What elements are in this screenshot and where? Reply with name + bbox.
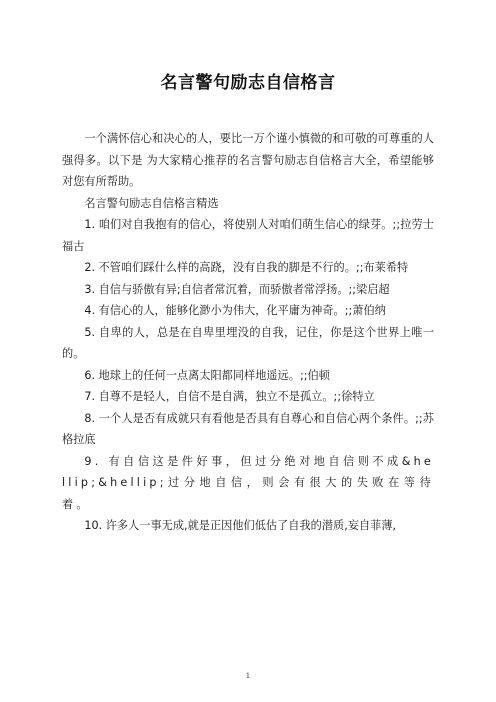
quote-item-8: 8. 一个人是否有成就只有看他是否具有自尊心和自信心两个条件。;;苏格拉底 bbox=[62, 411, 434, 446]
section-heading: 名言警句励志自信格言精选 bbox=[84, 196, 219, 210]
quote-item-4: 4. 有信心的人，能够化渺小为伟大，化平庸为神奇。;;萧伯纳 bbox=[84, 304, 386, 317]
quote-item-2: 2. 不管咱们踩什么样的高跷，没有自我的脚是不行的。;;布莱希特 bbox=[84, 261, 409, 274]
quote-item-5: 5. 自卑的人，总是在自卑里埋没的自我，记住，你是这个世界上唯一的。 bbox=[62, 325, 434, 360]
document-title: 名言警句励志自信格言 bbox=[160, 73, 336, 93]
quote-item-6: 6. 地球上的任何一点离太阳都同样地遥远。;;伯顿 bbox=[84, 368, 330, 382]
document-body bbox=[62, 128, 434, 537]
quote-item-3: 3. 自信与骄傲有异;自信者常沉着，而骄傲者常浮扬。;;梁启超 bbox=[84, 282, 390, 296]
intro-paragraph: 一个满怀信心和决心的人，要比一万个谨小慎微的和可敬的可尊重的人强得多。以下是 为大家精心推荐的名言警句励志自信格言大全，希望能够对您有所帮助。 bbox=[62, 132, 434, 188]
quote-item-10: 10. 许多人一事无成,就是正因他们低估了自我的潜质,妄自菲薄, bbox=[84, 519, 397, 532]
quote-item-1: 1. 咱们对自我抱有的信心，将使别人对咱们萌生信心的绿芽。;;拉劳士福古 bbox=[62, 218, 434, 253]
page-number: 1 bbox=[245, 672, 251, 680]
quote-item-7: 7. 自尊不是轻人，自信不是自满，独立不是孤立。;;徐特立 bbox=[84, 390, 375, 403]
quote-item-9: 9. 有自信这是件好事，但过分绝对地自信则不成&hellip;&hellip;过分地自信，则会有很大的失败在等待着。 bbox=[62, 454, 434, 511]
